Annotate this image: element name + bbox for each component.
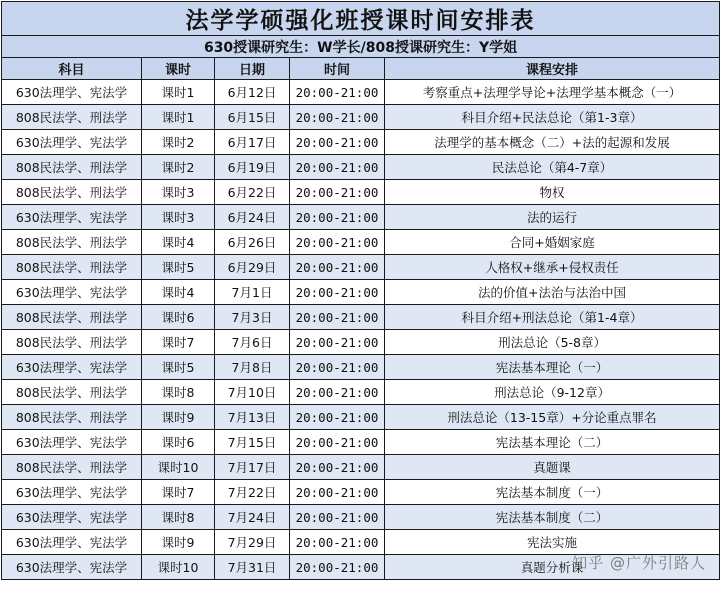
cell-date: 6月17日 bbox=[215, 130, 290, 155]
cell-lesson: 课时9 bbox=[142, 405, 215, 430]
header-lesson: 课时 bbox=[142, 58, 215, 80]
cell-content: 合同+婚姻家庭 bbox=[385, 230, 720, 255]
cell-date: 7月29日 bbox=[215, 530, 290, 555]
cell-time: 20:00-21:00 bbox=[290, 555, 385, 580]
cell-date: 7月22日 bbox=[215, 480, 290, 505]
cell-lesson: 课时8 bbox=[142, 380, 215, 405]
table-row bbox=[2, 80, 720, 105]
cell-lesson: 课时2 bbox=[142, 130, 215, 155]
table-row bbox=[2, 455, 720, 480]
cell-subject: 630法理学、宪法学 bbox=[2, 505, 142, 530]
cell-date: 6月24日 bbox=[215, 205, 290, 230]
schedule-table bbox=[1, 1, 720, 580]
cell-time: 20:00-21:00 bbox=[290, 130, 385, 155]
cell-subject: 808民法学、刑法学 bbox=[2, 405, 142, 430]
cell-subject: 808民法学、刑法学 bbox=[2, 305, 142, 330]
cell-subject: 808民法学、刑法学 bbox=[2, 330, 142, 355]
cell-date: 7月15日 bbox=[215, 430, 290, 455]
cell-subject: 630法理学、宪法学 bbox=[2, 555, 142, 580]
table-row bbox=[2, 480, 720, 505]
cell-subject: 630法理学、宪法学 bbox=[2, 130, 142, 155]
cell-date: 7月13日 bbox=[215, 405, 290, 430]
cell-date: 6月19日 bbox=[215, 155, 290, 180]
table-row bbox=[2, 130, 720, 155]
cell-content: 宪法实施 bbox=[385, 530, 720, 555]
cell-content: 刑法总论（9-12章） bbox=[385, 380, 720, 405]
cell-lesson: 课时10 bbox=[142, 555, 215, 580]
cell-lesson: 课时3 bbox=[142, 180, 215, 205]
cell-subject: 808民法学、刑法学 bbox=[2, 230, 142, 255]
table-row bbox=[2, 530, 720, 555]
cell-date: 7月31日 bbox=[215, 555, 290, 580]
cell-time: 20:00-21:00 bbox=[290, 155, 385, 180]
cell-lesson: 课时6 bbox=[142, 305, 215, 330]
cell-lesson: 课时6 bbox=[142, 430, 215, 455]
cell-subject: 630法理学、宪法学 bbox=[2, 205, 142, 230]
cell-time: 20:00-21:00 bbox=[290, 455, 385, 480]
cell-time: 20:00-21:00 bbox=[290, 80, 385, 105]
cell-lesson: 课时7 bbox=[142, 330, 215, 355]
cell-subject: 630法理学、宪法学 bbox=[2, 480, 142, 505]
cell-content: 物权 bbox=[385, 180, 720, 205]
cell-time: 20:00-21:00 bbox=[290, 530, 385, 555]
cell-subject: 808民法学、刑法学 bbox=[2, 255, 142, 280]
cell-lesson: 课时1 bbox=[142, 105, 215, 130]
table-row bbox=[2, 180, 720, 205]
cell-time: 20:00-21:00 bbox=[290, 480, 385, 505]
cell-content: 宪法基本制度（一） bbox=[385, 480, 720, 505]
cell-subject: 630法理学、宪法学 bbox=[2, 80, 142, 105]
table-row bbox=[2, 505, 720, 530]
table-row bbox=[2, 205, 720, 230]
table-row bbox=[2, 155, 720, 180]
cell-lesson: 课时3 bbox=[142, 205, 215, 230]
table-subtitle: 630授课研究生：W学长/808授课研究生：Y学姐 bbox=[2, 36, 720, 58]
cell-date: 7月3日 bbox=[215, 305, 290, 330]
cell-content: 人格权+继承+侵权责任 bbox=[385, 255, 720, 280]
cell-content: 宪法基本理论（二） bbox=[385, 430, 720, 455]
table-row bbox=[2, 105, 720, 130]
schedule-body bbox=[2, 80, 720, 580]
cell-time: 20:00-21:00 bbox=[290, 380, 385, 405]
watermark: 知乎 @广外引路人 bbox=[572, 554, 706, 572]
cell-subject: 808民法学、刑法学 bbox=[2, 180, 142, 205]
cell-date: 7月1日 bbox=[215, 280, 290, 305]
table-row bbox=[2, 355, 720, 380]
table-row bbox=[2, 405, 720, 430]
cell-content: 法的价值+法治与法治中国 bbox=[385, 280, 720, 305]
cell-content: 法的运行 bbox=[385, 205, 720, 230]
header-time: 时间 bbox=[290, 58, 385, 80]
schedule-sheet bbox=[0, 1, 720, 595]
cell-date: 6月29日 bbox=[215, 255, 290, 280]
header-date: 日期 bbox=[215, 58, 290, 80]
cell-time: 20:00-21:00 bbox=[290, 330, 385, 355]
cell-lesson: 课时8 bbox=[142, 505, 215, 530]
cell-subject: 808民法学、刑法学 bbox=[2, 455, 142, 480]
cell-content: 宪法基本理论（一） bbox=[385, 355, 720, 380]
cell-lesson: 课时9 bbox=[142, 530, 215, 555]
cell-date: 7月17日 bbox=[215, 455, 290, 480]
cell-subject: 630法理学、宪法学 bbox=[2, 430, 142, 455]
cell-lesson: 课时5 bbox=[142, 355, 215, 380]
cell-lesson: 课时7 bbox=[142, 480, 215, 505]
table-title: 法学学硕强化班授课时间安排表 bbox=[2, 2, 720, 36]
cell-time: 20:00-21:00 bbox=[290, 205, 385, 230]
table-row bbox=[2, 230, 720, 255]
table-row bbox=[2, 330, 720, 355]
cell-subject: 808民法学、刑法学 bbox=[2, 380, 142, 405]
cell-date: 7月8日 bbox=[215, 355, 290, 380]
cell-subject: 808民法学、刑法学 bbox=[2, 105, 142, 130]
cell-date: 6月12日 bbox=[215, 80, 290, 105]
cell-lesson: 课时4 bbox=[142, 230, 215, 255]
header-subject: 科目 bbox=[2, 58, 142, 80]
cell-content: 法理学的基本概念（二）+法的起源和发展 bbox=[385, 130, 720, 155]
cell-time: 20:00-21:00 bbox=[290, 355, 385, 380]
cell-lesson: 课时1 bbox=[142, 80, 215, 105]
cell-lesson: 课时10 bbox=[142, 455, 215, 480]
cell-time: 20:00-21:00 bbox=[290, 305, 385, 330]
cell-subject: 808民法学、刑法学 bbox=[2, 155, 142, 180]
header-content: 课程安排 bbox=[385, 58, 720, 80]
table-row bbox=[2, 305, 720, 330]
cell-time: 20:00-21:00 bbox=[290, 180, 385, 205]
cell-time: 20:00-21:00 bbox=[290, 430, 385, 455]
cell-content: 真题分析课 bbox=[385, 555, 720, 580]
cell-subject: 630法理学、宪法学 bbox=[2, 530, 142, 555]
cell-time: 20:00-21:00 bbox=[290, 405, 385, 430]
cell-date: 6月26日 bbox=[215, 230, 290, 255]
cell-lesson: 课时2 bbox=[142, 155, 215, 180]
cell-lesson: 课时5 bbox=[142, 255, 215, 280]
table-row bbox=[2, 280, 720, 305]
cell-date: 6月15日 bbox=[215, 105, 290, 130]
cell-content: 刑法总论（13-15章）+分论重点罪名 bbox=[385, 405, 720, 430]
cell-content: 宪法基本制度（二） bbox=[385, 505, 720, 530]
cell-content: 刑法总论（5-8章） bbox=[385, 330, 720, 355]
cell-time: 20:00-21:00 bbox=[290, 105, 385, 130]
cell-time: 20:00-21:00 bbox=[290, 505, 385, 530]
cell-content: 民法总论（第4-7章） bbox=[385, 155, 720, 180]
table-row bbox=[2, 430, 720, 455]
table-row bbox=[2, 380, 720, 405]
cell-lesson: 课时4 bbox=[142, 280, 215, 305]
cell-date: 6月22日 bbox=[215, 180, 290, 205]
cell-content: 真题课 bbox=[385, 455, 720, 480]
cell-content: 科目介绍+刑法总论（第1-4章） bbox=[385, 305, 720, 330]
cell-content: 科目介绍+民法总论（第1-3章） bbox=[385, 105, 720, 130]
cell-date: 7月6日 bbox=[215, 330, 290, 355]
cell-content: 考察重点+法理学导论+法理学基本概念（一） bbox=[385, 80, 720, 105]
cell-date: 7月10日 bbox=[215, 380, 290, 405]
cell-date: 7月24日 bbox=[215, 505, 290, 530]
table-row bbox=[2, 255, 720, 280]
cell-time: 20:00-21:00 bbox=[290, 255, 385, 280]
cell-time: 20:00-21:00 bbox=[290, 230, 385, 255]
cell-time: 20:00-21:00 bbox=[290, 280, 385, 305]
cell-subject: 630法理学、宪法学 bbox=[2, 355, 142, 380]
cell-subject: 630法理学、宪法学 bbox=[2, 280, 142, 305]
